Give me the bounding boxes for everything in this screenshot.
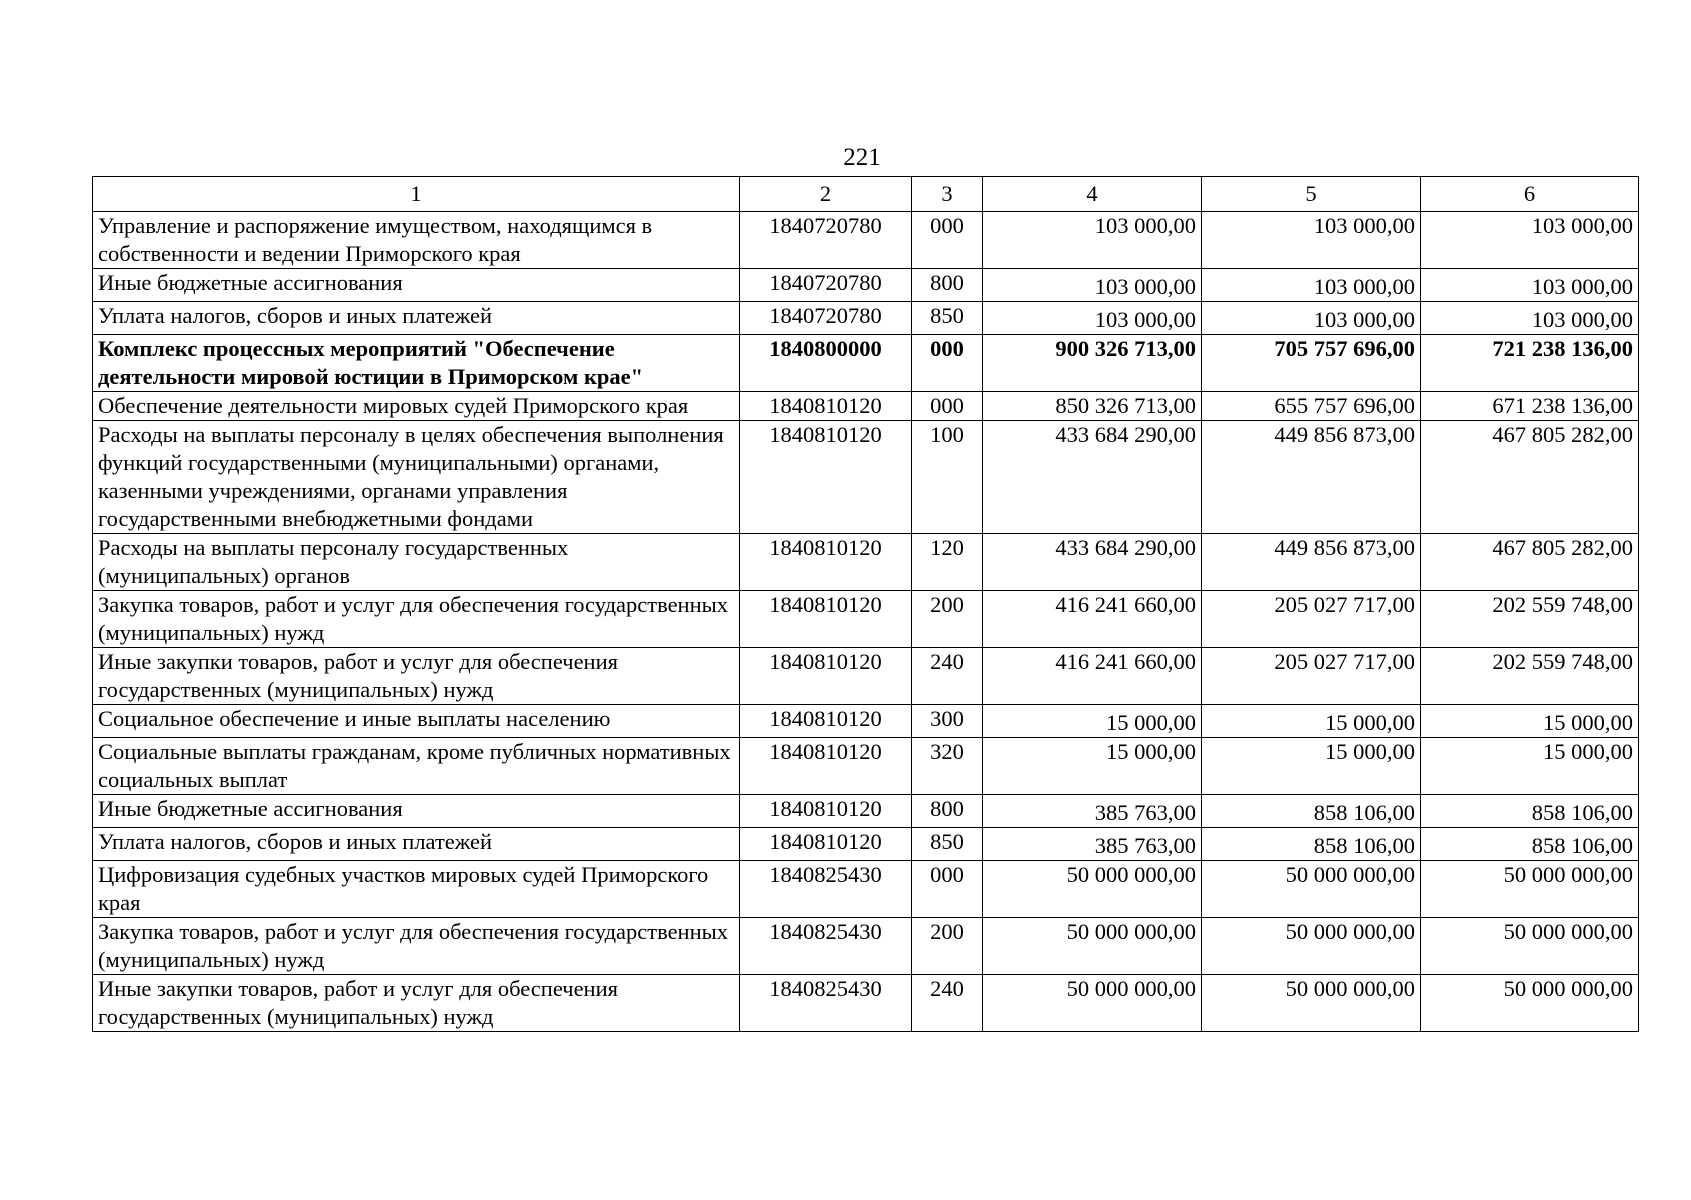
expense-type-cell: 850 xyxy=(912,302,983,335)
table-body xyxy=(93,212,1639,1032)
row-name-cell: Иные бюджетные ассигнования xyxy=(93,269,740,302)
amount-col4-cell: 900 326 713,00 xyxy=(983,335,1202,392)
target-article-cell: 1840825430 xyxy=(740,861,912,918)
target-article-cell: 1840810120 xyxy=(740,705,912,738)
column-header: 6 xyxy=(1421,177,1639,212)
amount-col4-cell: 103 000,00 xyxy=(983,302,1202,335)
amount-col5-cell: 15 000,00 xyxy=(1202,705,1421,738)
target-article-cell: 1840810120 xyxy=(740,534,912,591)
column-header: 4 xyxy=(983,177,1202,212)
table-row xyxy=(93,861,1639,918)
expense-type-cell: 240 xyxy=(912,975,983,1032)
expense-type-cell: 240 xyxy=(912,648,983,705)
table-row xyxy=(93,828,1639,861)
amount-col5-cell: 449 856 873,00 xyxy=(1202,421,1421,534)
amount-col4-cell: 433 684 290,00 xyxy=(983,534,1202,591)
amount-col6-cell: 202 559 748,00 xyxy=(1421,591,1639,648)
target-article-cell: 1840800000 xyxy=(740,335,912,392)
expense-type-cell: 100 xyxy=(912,421,983,534)
amount-col4-cell: 416 241 660,00 xyxy=(983,591,1202,648)
expense-type-cell: 300 xyxy=(912,705,983,738)
amount-col4-cell: 15 000,00 xyxy=(983,738,1202,795)
amount-col6-cell: 50 000 000,00 xyxy=(1421,975,1639,1032)
expense-type-cell: 800 xyxy=(912,269,983,302)
amount-col6-cell: 15 000,00 xyxy=(1421,738,1639,795)
amount-col6-cell: 103 000,00 xyxy=(1421,269,1639,302)
target-article-cell: 1840720780 xyxy=(740,269,912,302)
amount-col5-cell: 15 000,00 xyxy=(1202,738,1421,795)
amount-col6-cell: 50 000 000,00 xyxy=(1421,918,1639,975)
target-article-cell: 1840810120 xyxy=(740,795,912,828)
row-name-cell: Социальные выплаты гражданам, кроме публичных нормативных социальных выплат xyxy=(93,738,740,795)
row-name-cell: Комплекс процессных мероприятий "Обеспечение деятельности мировой юстиции в Приморском крае" xyxy=(93,335,740,392)
expense-type-cell: 800 xyxy=(912,795,983,828)
table-row xyxy=(93,421,1639,534)
target-article-cell: 1840825430 xyxy=(740,918,912,975)
row-name-cell: Обеспечение деятельности мировых судей Приморского края xyxy=(93,392,740,421)
budget-table xyxy=(92,176,1639,1032)
table-row xyxy=(93,534,1639,591)
row-name-cell: Расходы на выплаты персоналу в целях обеспечения выполнения функций государственными (муниципальными) органами, казенными учреждениями, органами управления государственными внебюджетными фондами xyxy=(93,421,740,534)
row-name-cell: Закупка товаров, работ и услуг для обеспечения государственных (муниципальных) нужд xyxy=(93,591,740,648)
row-name-cell: Закупка товаров, работ и услуг для обеспечения государственных (муниципальных) нужд xyxy=(93,918,740,975)
amount-col4-cell: 385 763,00 xyxy=(983,828,1202,861)
table-row xyxy=(93,591,1639,648)
amount-col5-cell: 50 000 000,00 xyxy=(1202,918,1421,975)
expense-type-cell: 200 xyxy=(912,591,983,648)
amount-col4-cell: 103 000,00 xyxy=(983,269,1202,302)
table-row xyxy=(93,705,1639,738)
amount-col4-cell: 50 000 000,00 xyxy=(983,918,1202,975)
row-name-cell: Иные закупки товаров, работ и услуг для обеспечения государственных (муниципальных) нужд xyxy=(93,975,740,1032)
column-header: 1 xyxy=(93,177,740,212)
amount-col5-cell: 103 000,00 xyxy=(1202,302,1421,335)
row-name-cell: Социальное обеспечение и иные выплаты населению xyxy=(93,705,740,738)
target-article-cell: 1840810120 xyxy=(740,828,912,861)
target-article-cell: 1840720780 xyxy=(740,302,912,335)
target-article-cell: 1840810120 xyxy=(740,591,912,648)
amount-col6-cell: 467 805 282,00 xyxy=(1421,421,1639,534)
table-row xyxy=(93,212,1639,269)
amount-col5-cell: 449 856 873,00 xyxy=(1202,534,1421,591)
row-name-cell: Иные бюджетные ассигнования xyxy=(93,795,740,828)
expense-type-cell: 200 xyxy=(912,918,983,975)
amount-col5-cell: 858 106,00 xyxy=(1202,828,1421,861)
amount-col6-cell: 467 805 282,00 xyxy=(1421,534,1639,591)
amount-col6-cell: 15 000,00 xyxy=(1421,705,1639,738)
amount-col5-cell: 103 000,00 xyxy=(1202,212,1421,269)
expense-type-cell: 000 xyxy=(912,335,983,392)
target-article-cell: 1840810120 xyxy=(740,648,912,705)
page-number: 221 xyxy=(843,144,881,171)
table-row xyxy=(93,302,1639,335)
row-name-cell: Уплата налогов, сборов и иных платежей xyxy=(93,302,740,335)
amount-col4-cell: 385 763,00 xyxy=(983,795,1202,828)
amount-col5-cell: 50 000 000,00 xyxy=(1202,861,1421,918)
header-row xyxy=(93,177,1639,212)
expense-type-cell: 320 xyxy=(912,738,983,795)
amount-col4-cell: 416 241 660,00 xyxy=(983,648,1202,705)
amount-col4-cell: 433 684 290,00 xyxy=(983,421,1202,534)
row-name-cell: Управление и распоряжение имуществом, находящимся в собственности и ведении Приморского края xyxy=(93,212,740,269)
amount-col6-cell: 858 106,00 xyxy=(1421,828,1639,861)
table-row xyxy=(93,918,1639,975)
table-row xyxy=(93,392,1639,421)
amount-col4-cell: 850 326 713,00 xyxy=(983,392,1202,421)
amount-col5-cell: 205 027 717,00 xyxy=(1202,591,1421,648)
amount-col6-cell: 103 000,00 xyxy=(1421,212,1639,269)
amount-col5-cell: 655 757 696,00 xyxy=(1202,392,1421,421)
amount-col5-cell: 103 000,00 xyxy=(1202,269,1421,302)
target-article-cell: 1840810120 xyxy=(740,738,912,795)
amount-col4-cell: 50 000 000,00 xyxy=(983,861,1202,918)
expense-type-cell: 000 xyxy=(912,392,983,421)
table-row xyxy=(93,975,1639,1032)
expense-type-cell: 120 xyxy=(912,534,983,591)
target-article-cell: 1840825430 xyxy=(740,975,912,1032)
table-row xyxy=(93,738,1639,795)
table-row xyxy=(93,795,1639,828)
column-header: 2 xyxy=(740,177,912,212)
amount-col6-cell: 671 238 136,00 xyxy=(1421,392,1639,421)
expense-type-cell: 850 xyxy=(912,828,983,861)
column-header: 3 xyxy=(912,177,983,212)
amount-col6-cell: 858 106,00 xyxy=(1421,795,1639,828)
amount-col4-cell: 50 000 000,00 xyxy=(983,975,1202,1032)
target-article-cell: 1840810120 xyxy=(740,392,912,421)
table-row xyxy=(93,648,1639,705)
table-row xyxy=(93,335,1639,392)
row-name-cell: Расходы на выплаты персоналу государственных (муниципальных) органов xyxy=(93,534,740,591)
row-name-cell: Уплата налогов, сборов и иных платежей xyxy=(93,828,740,861)
target-article-cell: 1840810120 xyxy=(740,421,912,534)
target-article-cell: 1840720780 xyxy=(740,212,912,269)
amount-col4-cell: 15 000,00 xyxy=(983,705,1202,738)
amount-col6-cell: 721 238 136,00 xyxy=(1421,335,1639,392)
amount-col5-cell: 205 027 717,00 xyxy=(1202,648,1421,705)
expense-type-cell: 000 xyxy=(912,861,983,918)
amount-col5-cell: 705 757 696,00 xyxy=(1202,335,1421,392)
row-name-cell: Иные закупки товаров, работ и услуг для обеспечения государственных (муниципальных) нужд xyxy=(93,648,740,705)
amount-col6-cell: 103 000,00 xyxy=(1421,302,1639,335)
amount-col4-cell: 103 000,00 xyxy=(983,212,1202,269)
amount-col5-cell: 858 106,00 xyxy=(1202,795,1421,828)
row-name-cell: Цифровизация судебных участков мировых судей Приморского края xyxy=(93,861,740,918)
table-row xyxy=(93,269,1639,302)
column-header: 5 xyxy=(1202,177,1421,212)
amount-col6-cell: 202 559 748,00 xyxy=(1421,648,1639,705)
expense-type-cell: 000 xyxy=(912,212,983,269)
amount-col6-cell: 50 000 000,00 xyxy=(1421,861,1639,918)
amount-col5-cell: 50 000 000,00 xyxy=(1202,975,1421,1032)
